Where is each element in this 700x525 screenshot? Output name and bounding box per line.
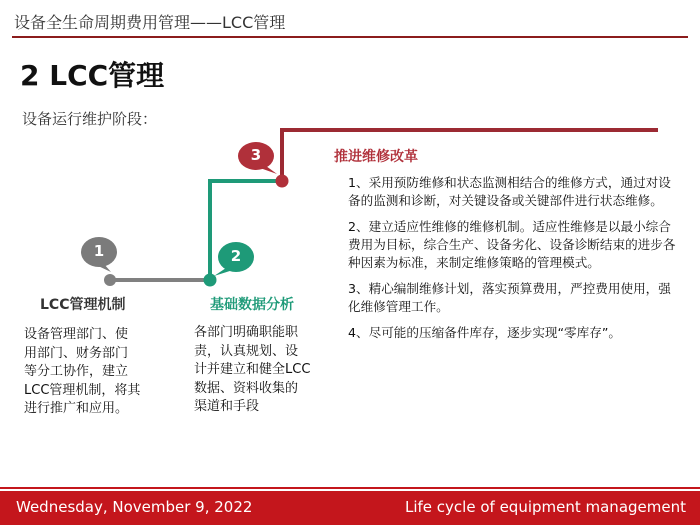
step-1-number: 1 bbox=[93, 242, 105, 260]
step-2-title: 基础数据分析 bbox=[210, 297, 294, 313]
detail-item: 4、尽可能的压缩备件库存，逐步实现“零库存”。 bbox=[348, 325, 621, 340]
step-3-details bbox=[348, 174, 680, 350]
footer-divider bbox=[0, 487, 700, 489]
step-2-number: 2 bbox=[230, 247, 242, 265]
detail-item: 2、建立适应性维修的维修机制。适应性维修是以最小综合费用为目标，综合生产、设备劣化、设备诊断结束的进步各种因素为标准，来制定维修策略的管理模式。 bbox=[348, 219, 676, 270]
step-1-title: LCC管理机制 bbox=[40, 297, 126, 313]
step-1-description bbox=[24, 326, 174, 419]
step-2-description bbox=[194, 324, 334, 417]
step-3-number: 3 bbox=[250, 146, 262, 164]
header-title: 设备全生命周期费用管理——LCC管理 bbox=[14, 13, 286, 32]
detail-item: 1、采用预防维修和状态监测相结合的维修方式，通过对设备的监测和诊断，对关键设备或关键部件进行状态维修。 bbox=[348, 175, 671, 208]
step-1-dot bbox=[104, 274, 116, 286]
step-1-desc-line: LCC管理机制，将其 bbox=[24, 382, 141, 398]
footer-caption: Life cycle of equipment management bbox=[405, 498, 686, 516]
step-1-desc-line: 设备管理部门、使 bbox=[24, 327, 129, 342]
step-1-desc-line: 进行推广和应用。 bbox=[24, 401, 129, 416]
step-2-desc-line: 责，认真规划、设 bbox=[194, 343, 299, 359]
slide-title: 2 LCC管理 bbox=[20, 59, 165, 92]
step-3-dot bbox=[276, 175, 289, 188]
slide-subtitle: 设备运行维护阶段： bbox=[22, 110, 158, 128]
step-2-desc-line: 渠道和手段 bbox=[194, 399, 260, 414]
step-2-desc-line: 数据、资料收集的 bbox=[194, 380, 299, 396]
step-1-desc-line: 用部门、财务部门 bbox=[24, 345, 129, 361]
step-2-desc-line: 计并建立和健全LCC bbox=[194, 362, 311, 377]
footer-date: Wednesday, November 9, 2022 bbox=[16, 498, 253, 516]
step-1-desc-line: 等分工协作，建立 bbox=[24, 364, 129, 379]
step-3-title: 推进维修改革 bbox=[334, 149, 418, 165]
step-2-desc-line: 各部门明确职能职 bbox=[194, 325, 299, 340]
step-2-dot bbox=[204, 274, 217, 287]
detail-item: 3、精心编制维修计划，落实预算费用，严控费用使用，强化维修管理工作。 bbox=[348, 281, 671, 314]
